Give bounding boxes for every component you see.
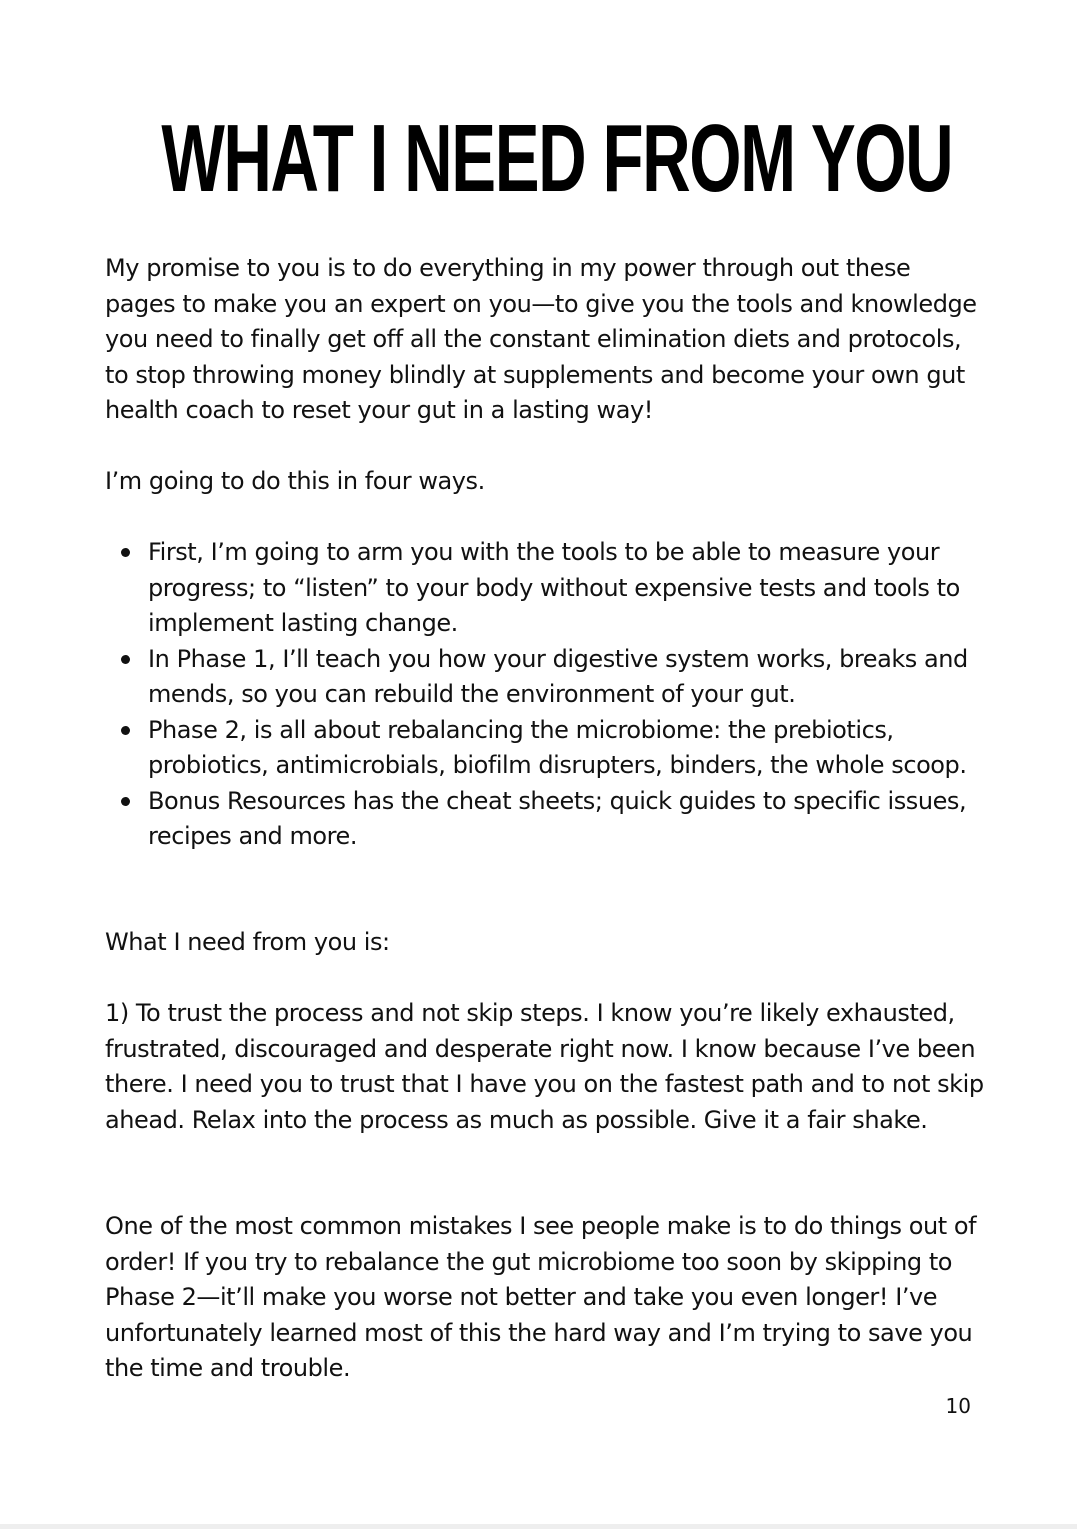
page-number: 10 [945, 1394, 971, 1418]
page-title: WHAT I NEED FROM YOU [161, 105, 953, 212]
lead-paragraph: I’m going to do this in four ways. [105, 467, 485, 495]
list-item-text: First, I’m going to arm you with the tools to be able to measure your progress; to “listen” to your body without expensive tests and tools to implement lasting change. [148, 538, 960, 637]
bullet-list [105, 535, 985, 855]
need-paragraph: What I need from you is: [105, 928, 390, 956]
list-item-text: Bonus Resources has the cheat sheets; quick guides to specific issues, recipes and more. [148, 786, 967, 850]
mistakes-paragraph: One of the most common mistakes I see people make is to do things out of order! If you try to rebalance the gut microbiome too soon by skipping to Phase 2—it’ll make you worse not better and take you even longer! I’ve unfortunately learned most of this the hard way and I’m trying to save you the time and trouble. [105, 1212, 977, 1382]
bottom-divider [0, 1524, 1077, 1529]
bullet-dot-icon [121, 548, 130, 557]
list-item [105, 642, 985, 713]
list-item-text: In Phase 1, I’ll teach you how your digestive system works, breaks and mends, so you can rebuild the environment of your gut. [148, 644, 968, 708]
list-item [105, 535, 985, 642]
bullet-dot-icon [121, 797, 130, 806]
list-item [105, 784, 985, 855]
bullet-dot-icon [121, 655, 130, 664]
point-one-paragraph: 1) To trust the process and not skip steps. I know you’re likely exhausted, frustrated, discouraged and desperate right now. I know because I’ve been there. I need you to trust that I have you on the fastest path and to not skip ahead. Relax into the process as much as possible. Give it a fair shake. [105, 999, 984, 1134]
bullet-dot-icon [121, 726, 130, 735]
list-item-text: Phase 2, is all about rebalancing the microbiome: the prebiotics, probiotics, antimicrobials, biofilm disrupters, binders, the whole scoop. [148, 715, 967, 779]
intro-paragraph: My promise to you is to do everything in my power through out these pages to make you an expert on you—to give you the tools and knowledge you need to finally get off all the constant elimination diets and protocols, to stop throwing money blindly at supplements and become your own gut health coach to reset your gut in a lasting way! [105, 254, 977, 424]
list-item [105, 713, 985, 784]
